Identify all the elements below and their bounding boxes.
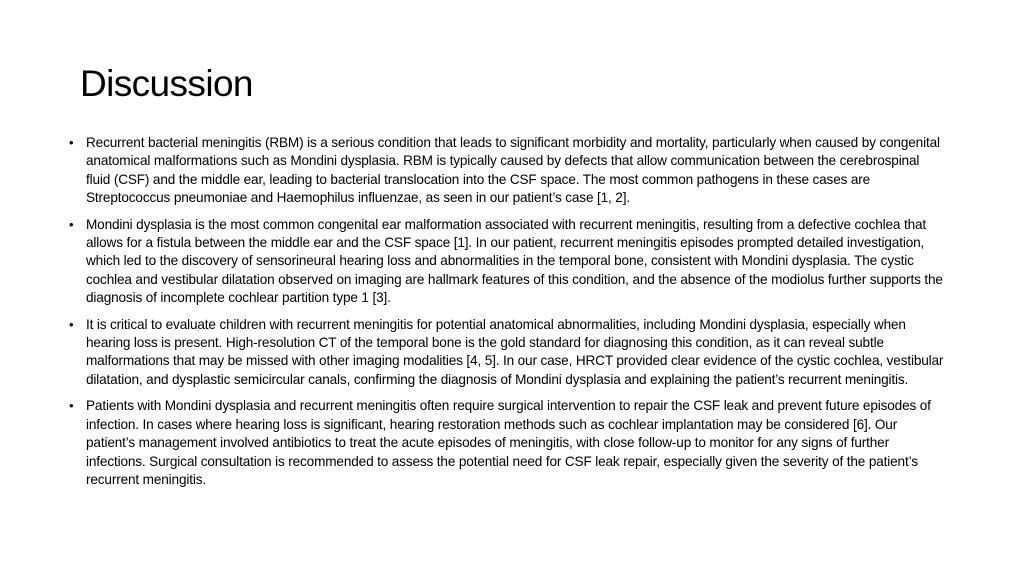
bullet-item-management <box>66 397 946 489</box>
bullet-item-mondini-dysplasia <box>66 216 946 308</box>
bullet-item-rbm-overview <box>66 134 946 208</box>
slide-title: Discussion <box>80 63 253 104</box>
bullet-marker: • <box>69 135 74 150</box>
bullet-marker: • <box>69 398 74 414</box>
bullet-item-evaluation <box>66 316 946 390</box>
bullet-text: Recurrent bacterial meningitis (RBM) is a serious condition that leads to significant morbidity and mortality, particularly when caused by congenital anatomical malformations such as Mondini dysplasia. RBM is typically caused by defects that allow communication between the cerebrospinal fluid (CSF) and the middle ear, leading to bacterial translocation into the CSF space. The most common pathogens in these cases are Streptococcus pneumoniae and Haemophilus influenzae, as seen in our patient’s case [1, 2]. <box>86 135 940 206</box>
bullet-marker: • <box>69 216 74 232</box>
bullet-text: Patients with Mondini dysplasia and recurrent meningitis often require surgical intervention to repair the CSF leak and prevent future episodes of infection. In cases where hearing loss is significant, hearing restoration methods such as cochlear implantation may be considered [6]. Our patient’s management involved antibiotics to treat the acute episodes of meningitis, with close follow-up to monitor for any signs of further infections. Surgical consultation is recommended to assess the potential need for CSF leak repair, especially given the severity of the patient’s recurrent meningitis. <box>86 398 931 487</box>
bullet-marker: • <box>69 316 74 332</box>
bullet-text: Mondini dysplasia is the most common congenital ear malformation associated with recurrent meningitis, resulting from a defective cochlea that allows for a fistula between the middle ear and the CSF space [1]. In our patient, recurrent meningitis episodes prompted detailed investigation, which led to the discovery of sensorineural hearing loss and abnormalities in the temporal bone, consistent with Mondini dysplasia. The cystic cochlea and vestibular dilatation observed on imaging are hallmark features of this condition, and the absence of the modiolus further supports the diagnosis of incomplete cochlear partition type 1 [3]. <box>86 216 943 306</box>
bullet-list <box>66 134 946 497</box>
bullet-text: It is critical to evaluate children with recurrent meningitis for potential anatomical abnormalities, including Mondini dysplasia, especially when hearing loss is present. High-resolution CT of the temporal bone is the gold standard for diagnosing this condition, as it can reveal subtle malformations that may be missed with other imaging modalities [4, 5]. In our case, HRCT provided clear evidence of the cystic cochlea, vestibular dilatation, and dysplastic semicircular canals, confirming the diagnosis of Mondini dysplasia and explaining the patient’s recurrent meningitis. <box>86 316 944 387</box>
